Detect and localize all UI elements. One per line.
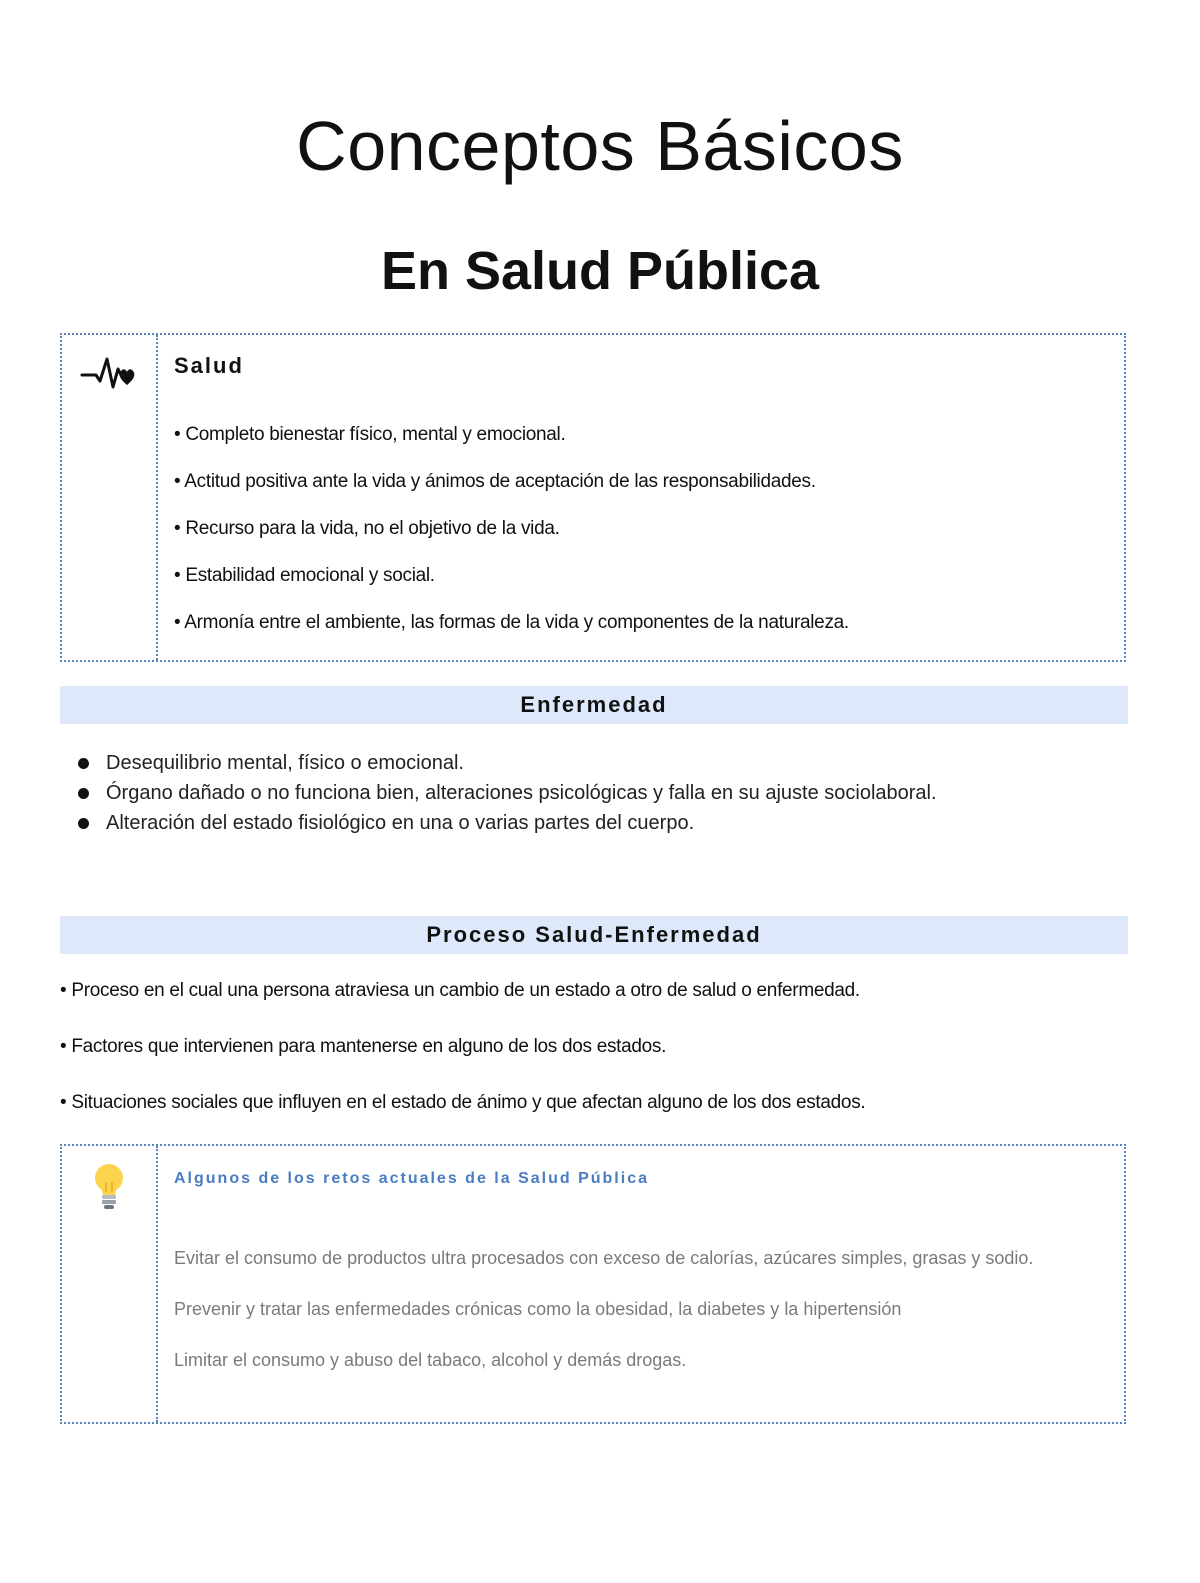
list-item <box>76 808 937 838</box>
heartbeat-icon <box>80 351 140 395</box>
list-item: • Estabilidad emocional y social. <box>174 565 435 586</box>
list-item: • Completo bienestar físico, mental y emocional. <box>174 424 566 445</box>
salud-icon-column <box>62 335 158 660</box>
list-item-text: Alteración del estado fisiológico en una o varias partes del cuerpo. <box>106 812 695 834</box>
list-item: • Proceso en el cual una persona atraviesa un cambio de un estado a otro de salud o enfermedad. <box>60 980 860 1001</box>
bullet-icon <box>78 818 89 829</box>
salud-heading: Salud <box>174 353 244 378</box>
proceso-heading: Proceso Salud-Enfermedad <box>60 916 1128 954</box>
list-item-text: Órgano dañado o no funciona bien, alteraciones psicológicas y falla en su ajuste sociolaboral. <box>106 782 937 804</box>
list-item: Evitar el consumo de productos ultra procesados con exceso de calorías, azúcares simples, grasas y sodio. <box>174 1248 1034 1268</box>
proceso-list <box>60 978 865 1146</box>
page-title: Conceptos Básicos <box>296 107 904 185</box>
retos-list <box>174 1244 1104 1397</box>
list-item-text: Desequilibrio mental, físico o emocional. <box>106 752 464 774</box>
lightbulb-icon <box>92 1162 126 1212</box>
list-item <box>76 778 937 808</box>
list-item: • Factores que intervienen para mantenerse en alguno de los dos estados. <box>60 1036 667 1057</box>
enfermedad-heading: Enfermedad <box>60 686 1128 724</box>
retos-icon-column <box>62 1146 158 1422</box>
list-item: Prevenir y tratar las enfermedades crónicas como la obesidad, la diabetes y la hipertensión <box>174 1299 902 1319</box>
salud-callout <box>60 333 1126 662</box>
salud-list <box>174 423 849 658</box>
list-item: • Recurso para la vida, no el objetivo de la vida. <box>174 518 560 539</box>
page-subtitle: En Salud Pública <box>380 241 820 301</box>
list-item: • Armonía entre el ambiente, las formas de la vida y componentes de la naturaleza. <box>174 612 849 633</box>
list-item: Limitar el consumo y abuso del tabaco, alcohol y demás drogas. <box>174 1350 687 1370</box>
bullet-icon <box>78 758 89 769</box>
list-item <box>76 748 937 778</box>
retos-heading: Algunos de los retos actuales de la Salud Pública <box>174 1170 649 1187</box>
retos-callout <box>60 1144 1126 1424</box>
bullet-icon <box>78 788 89 799</box>
list-item: • Situaciones sociales que influyen en el estado de ánimo y que afectan alguno de los dos estados. <box>60 1092 866 1113</box>
enfermedad-list <box>76 748 937 838</box>
list-item: • Actitud positiva ante la vida y ánimos de aceptación de las responsabilidades. <box>174 471 816 492</box>
